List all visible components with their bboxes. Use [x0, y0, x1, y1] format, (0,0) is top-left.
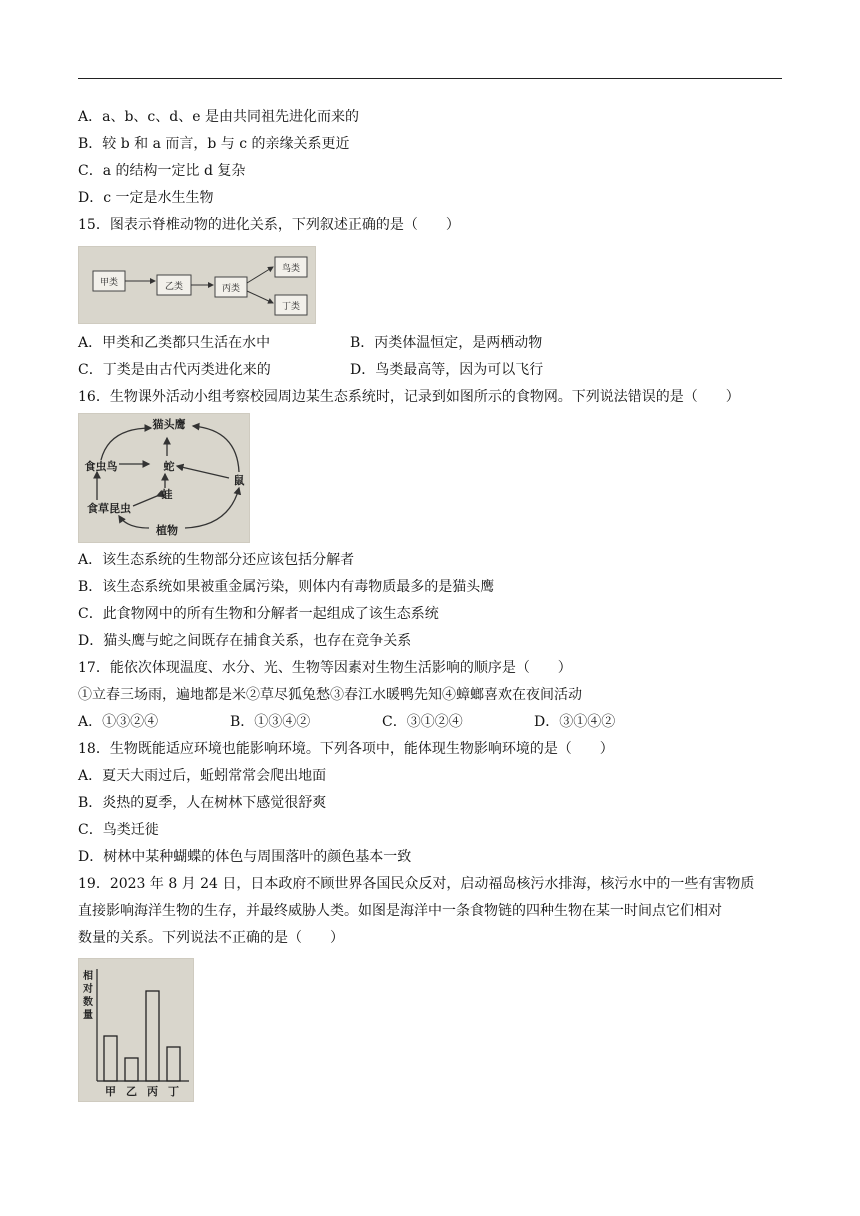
- evo-arrow: [247, 267, 273, 283]
- ylabel-char: 相: [83, 971, 93, 982]
- q14-option-c[interactable]: C．a 的结构一定比 d 复杂: [78, 163, 246, 179]
- q15-evolution-figure: [78, 246, 316, 324]
- tick-label-2: 丙: [147, 1085, 158, 1098]
- ylabel-char: 数: [83, 997, 93, 1008]
- food-web-snake: 蛇: [163, 460, 175, 473]
- bar-0: [104, 1036, 117, 1081]
- ylabel-char: 量: [83, 1010, 93, 1021]
- svg-text:乙类: 乙类: [164, 282, 184, 292]
- q17-option-d[interactable]: D．③①④②: [534, 714, 616, 730]
- evo-box-jia: [93, 271, 125, 291]
- header-rule: [78, 78, 782, 79]
- q17-option-b[interactable]: B．①③④②: [230, 714, 311, 730]
- evo-box-bing: [215, 277, 247, 297]
- q18-option-a[interactable]: A．夏天大雨过后，蚯蚓常常会爬出地面: [78, 768, 327, 784]
- q19-stem-line-2: 直接影响海洋生物的生存，并最终威胁人类。如图是海洋中一条食物链的四种生物在某一时间点它们相对: [78, 903, 722, 919]
- q15-option-d[interactable]: D．鸟类最高等，因为可以飞行: [350, 362, 544, 378]
- chart-ylabel: [82, 969, 93, 1021]
- bar-1: [125, 1058, 138, 1081]
- q16-food-web-figure: [78, 413, 250, 543]
- bar-chart: [79, 959, 193, 1101]
- q19-bar-chart-figure: [78, 958, 194, 1102]
- q18-stem: 18．生物既能适应环境也能影响环境。下列各项中，能体现生物影响环境的是（ ）: [78, 741, 614, 757]
- evo-box-ding: [275, 295, 307, 315]
- q19-stem-line-1: 19．2023 年 8 月 24 日，日本政府不顾世界各国民众反对，启动福岛核污水排海，核污水中的一些有害物质: [78, 876, 755, 892]
- q14-option-b[interactable]: B．较 b 和 a 而言，b 与 c 的亲缘关系更近: [78, 136, 350, 152]
- q15-option-c[interactable]: C．丁类是由古代丙类进化来的: [78, 362, 271, 378]
- food-web-plant: 植物: [156, 524, 178, 537]
- q15-stem: 15．图表示脊椎动物的进化关系，下列叙述正确的是（ ）: [78, 217, 460, 233]
- q16-option-d[interactable]: D．猫头鹰与蛇之间既存在捕食关系，也存在竞争关系: [78, 633, 412, 649]
- q15-option-b[interactable]: B．丙类体温恒定，是两栖动物: [350, 335, 543, 351]
- q18-option-d[interactable]: D．树林中某种蝴蝶的体色与周围落叶的颜色基本一致: [78, 849, 412, 865]
- q17-option-a[interactable]: A．①③②④: [78, 714, 159, 730]
- q18-option-c[interactable]: C．鸟类迁徙: [78, 822, 159, 838]
- q17-option-c[interactable]: C．③①②④: [382, 714, 463, 730]
- q17-stem: 17．能依次体现温度、水分、光、生物等因素对生物生活影响的顺序是（ ）: [78, 660, 572, 676]
- q16-stem: 16．生物课外活动小组考察校园周边某生态系统时，记录到如图所示的食物网。下列说法错误的是（ ）: [78, 389, 740, 405]
- food-web-bird: 食虫鸟: [84, 460, 118, 473]
- svg-text:丙类: 丙类: [221, 284, 241, 294]
- svg-text:甲类: 甲类: [99, 278, 119, 288]
- q16-option-c[interactable]: C．此食物网中的所有生物和分解者一起组成了该生态系统: [78, 606, 439, 622]
- q14-option-a[interactable]: A．a、b、c、d、e 是由共同祖先进化而来的: [78, 109, 359, 125]
- tick-label-3: 丁: [168, 1085, 179, 1098]
- evo-arrow: [247, 291, 273, 303]
- food-web-frog: 蛙: [161, 488, 173, 501]
- q16-option-b[interactable]: B．该生态系统如果被重金属污染，则体内有毒物质最多的是猫头鹰: [78, 579, 495, 595]
- tick-label-0: 甲: [105, 1085, 116, 1098]
- q15-option-a[interactable]: A．甲类和乙类都只生活在水中: [78, 335, 271, 351]
- q16-option-a[interactable]: A．该生态系统的生物部分还应该包括分解者: [78, 552, 355, 568]
- food-web-insect: 食草昆虫: [87, 502, 131, 515]
- q19-stem-line-3: 数量的关系。下列说法不正确的是（ ）: [78, 930, 344, 946]
- food-web-mouse: 鼠: [233, 474, 245, 487]
- svg-text:鸟类: 鸟类: [281, 264, 301, 274]
- bar-3: [167, 1047, 180, 1081]
- evo-box-yi: [157, 275, 191, 295]
- q17-statements: ①立春三场雨，遍地都是米②草尽狐兔愁③春江水暖鸭先知④蟑螂喜欢在夜间活动: [78, 687, 582, 703]
- food-web-owl: 猫头鹰: [152, 418, 186, 431]
- svg-text:丁类: 丁类: [281, 302, 301, 312]
- bar-2: [146, 991, 159, 1081]
- q18-option-b[interactable]: B．炎热的夏季，人在树林下感觉很舒爽: [78, 795, 327, 811]
- ylabel-char: 对: [83, 984, 93, 995]
- q14-option-d[interactable]: D．c 一定是水生生物: [78, 190, 214, 206]
- evo-box-niao: [275, 257, 307, 277]
- tick-label-1: 乙: [126, 1085, 137, 1098]
